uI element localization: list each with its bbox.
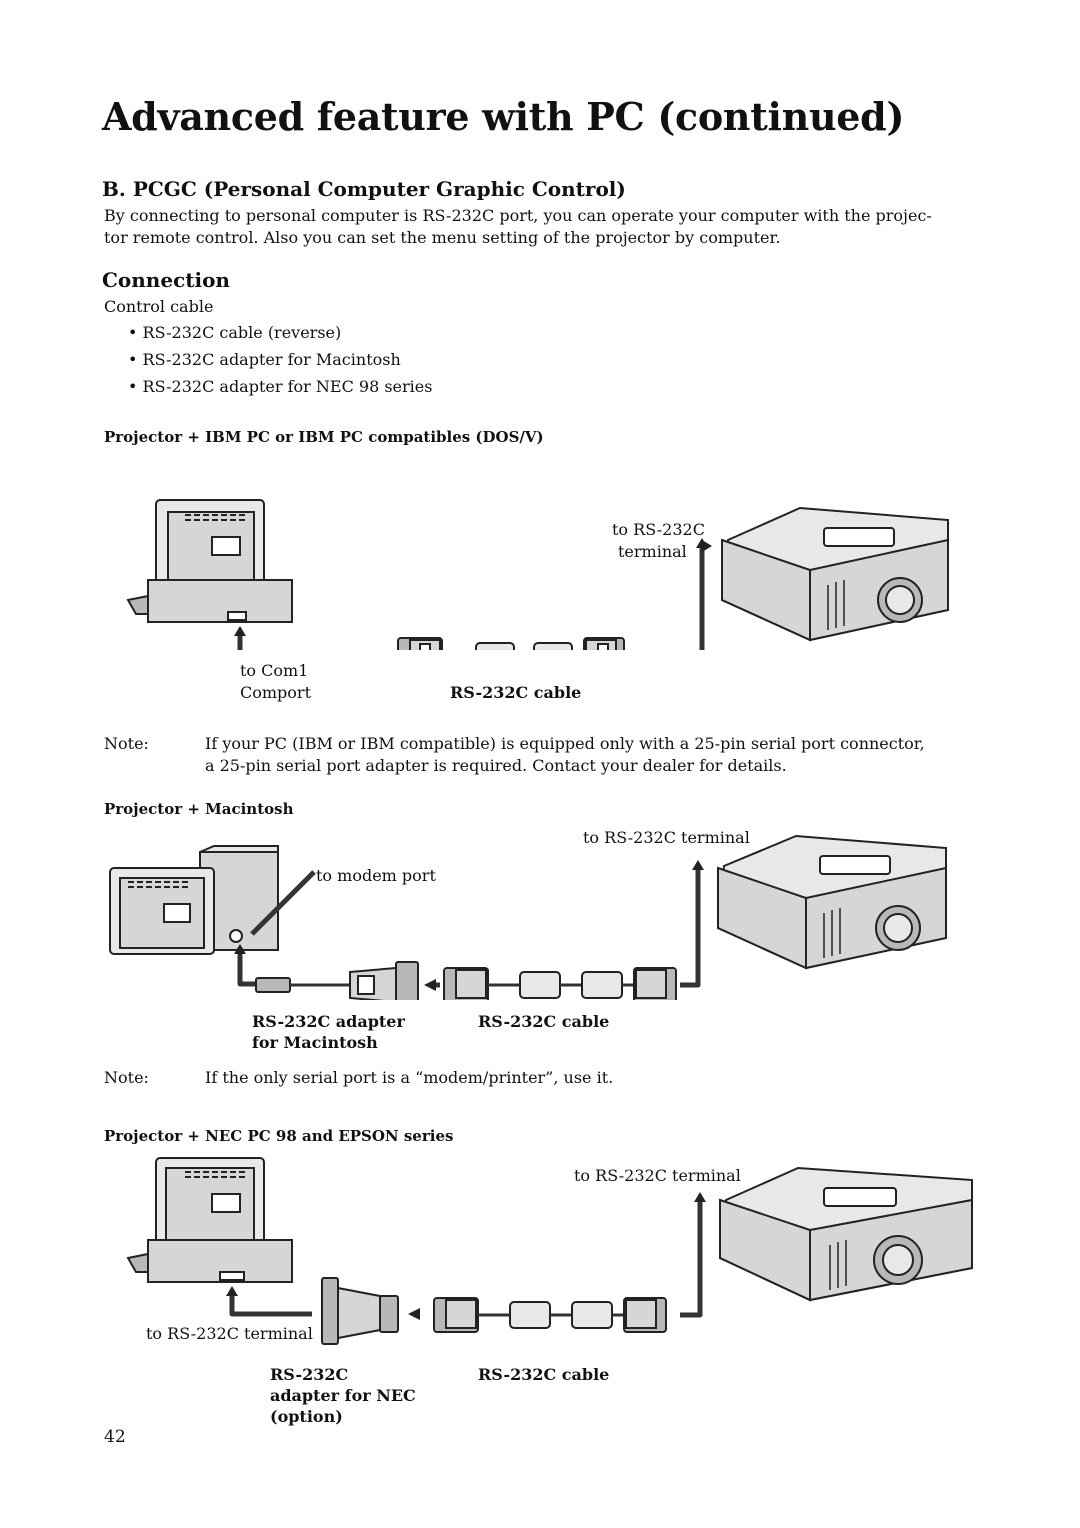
pc-monitor-illustration [156,500,264,588]
mac-terminal-label: to RS-232C terminal [583,828,750,847]
bullet: • [128,377,138,396]
projector-illustration [720,1168,972,1300]
list-item-text: RS-232C cable (reverse) [142,323,342,342]
note-2-label: Note: [104,1068,149,1087]
list-item-text: RS-232C adapter for Macintosh [142,350,401,369]
note-1-line-1: If your PC (IBM or IBM compatible) is equipped only with a 25-pin serial port connector, [205,734,925,753]
section-b-intro-line-2: tor remote control. Also you can set the menu setting of the projector by computer. [104,228,781,247]
ibm-com-label-2: Comport [240,683,311,702]
ibm-diagram-heading: Projector + IBM PC or IBM PC compatibles (DOS/V) [104,428,544,446]
ibm-com-label-1: to Com1 [240,661,309,680]
nec-adapter-label-3: (option) [270,1407,343,1426]
projector-illustration [722,508,948,640]
mac-adapter-label-2: for Macintosh [252,1033,378,1052]
nec-adapter-label-1: RS-232C [270,1365,349,1384]
mac-adapter-label-1: RS-232C adapter [252,1012,405,1031]
nec-terminal-label: to RS-232C terminal [574,1166,741,1185]
mac-rs232c-cable-illustration [444,968,676,1000]
connection-line-projector [656,546,702,650]
nec-connection-diagram [0,1150,1080,1350]
mac-connection-diagram [0,826,1080,1000]
pc-base-illustration [128,1240,292,1282]
list-item [128,322,341,344]
connection-line-pc [240,636,376,650]
ibm-terminal-label-2: terminal [618,542,687,561]
nec-adapter-illustration [322,1278,398,1344]
mac-adapter-illustration [256,962,418,1000]
nec-diagram-heading: Projector + NEC PC 98 and EPSON series [104,1127,454,1145]
nec-pc-terminal-label: to RS-232C terminal [146,1324,313,1343]
list-item [128,376,432,398]
bullet: • [128,350,138,369]
note-1-line-2: a 25-pin serial port adapter is required. Contact your dealer for details. [205,756,787,775]
ibm-connection-diagram [0,490,1080,650]
list-item [128,349,401,371]
nec-adapter-label-2: adapter for NEC [270,1386,416,1405]
section-b-intro-line-1: By connecting to personal computer is RS-232C port, you can operate your computer with the projec- [104,206,932,225]
mac-diagram-heading: Projector + Macintosh [104,800,294,818]
projector-illustration [718,836,946,968]
note-1-label: Note: [104,734,149,753]
mac-cable-label: RS-232C cable [478,1012,610,1031]
section-b-heading: B. PCGC (Personal Computer Graphic Control) [102,177,626,201]
pc-base-illustration [128,580,292,622]
pc-monitor-illustration [156,1158,264,1246]
mac-modem-label: to modem port [316,866,436,885]
page-title: Advanced feature with PC (continued) [102,94,905,139]
ibm-cable-label: RS-232C cable [450,683,582,702]
note-2-text: If the only serial port is a “modem/printer”, use it. [205,1068,614,1087]
connection-heading: Connection [102,268,230,292]
list-item-text: RS-232C adapter for NEC 98 series [142,377,433,396]
rs232c-cable-illustration [398,638,624,650]
bullet: • [128,323,138,342]
nec-cable-label: RS-232C cable [478,1365,610,1384]
mac-monitor-illustration [110,868,214,954]
ibm-terminal-label-1: to RS-232C [612,520,705,539]
control-cable-label: Control cable [104,297,214,316]
page-number: 42 [104,1427,126,1447]
nec-rs232c-cable-illustration [434,1298,666,1332]
